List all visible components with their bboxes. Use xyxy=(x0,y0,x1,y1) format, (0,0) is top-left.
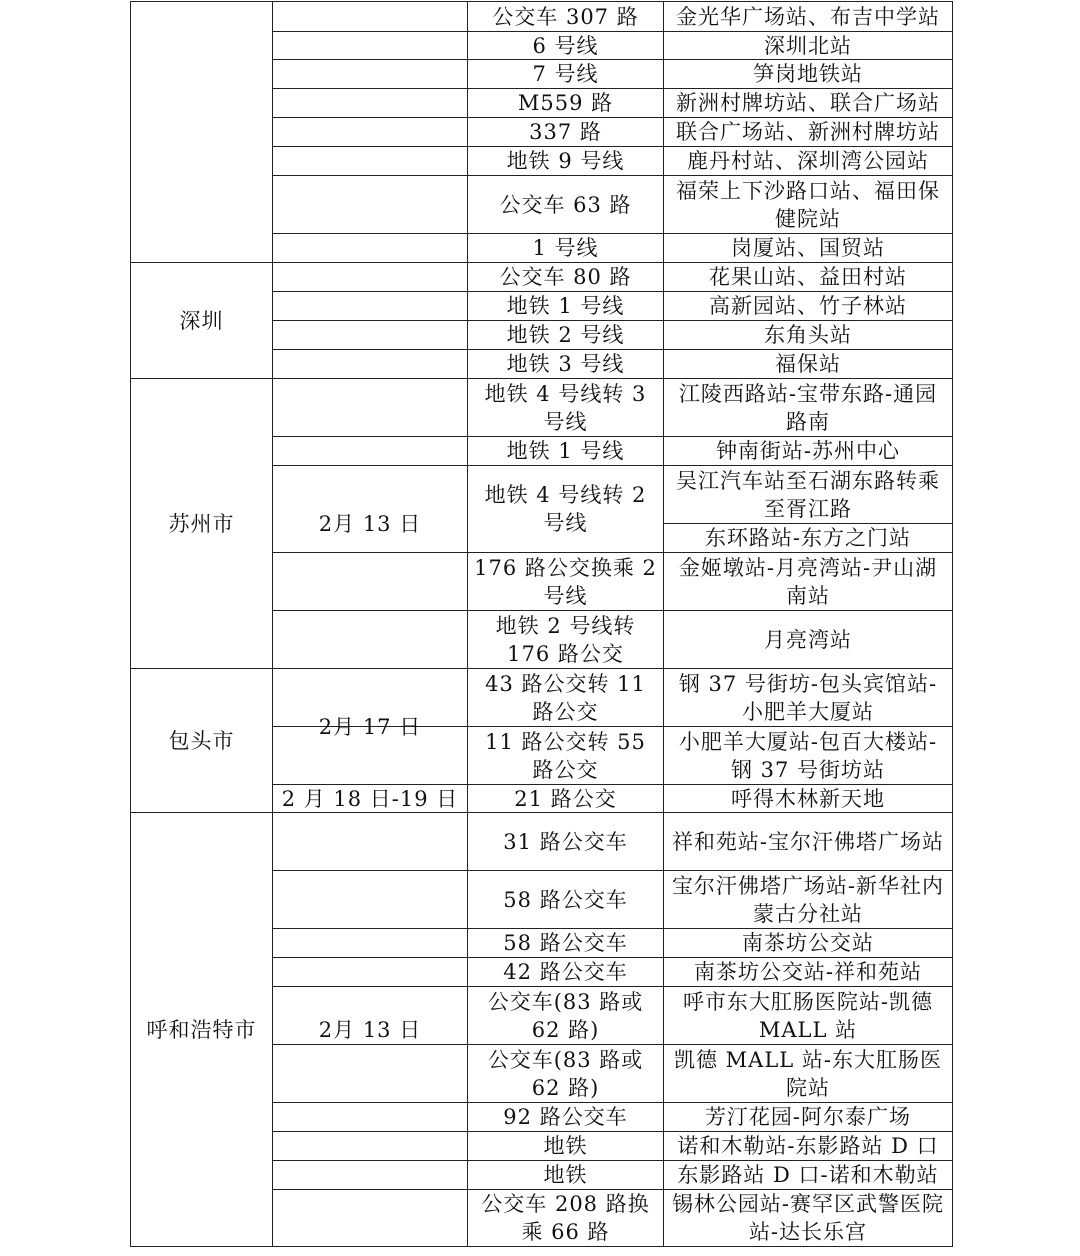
route-cell: 1 号线 xyxy=(532,236,599,260)
stops-cell: 南茶坊公交站 xyxy=(742,931,874,955)
stops-cell: 诺和木勒站-东影路站 D 口 xyxy=(677,1134,939,1158)
route-cell: 31 路公交车 xyxy=(503,829,628,854)
city-cell: 苏州市 xyxy=(168,511,235,536)
route-cell: 地铁 4 号线转 3 号线 xyxy=(484,381,647,434)
stops-cell: 宝尔汗佛塔广场站-新华社内蒙古分社站 xyxy=(671,873,945,926)
stops-cell: 金光华广场站、布吉中学站 xyxy=(676,4,940,29)
stops-cell: 小肥羊大厦站-包百大楼站-钢 37 号街坊站 xyxy=(678,729,938,782)
route-cell: 42 路公交车 xyxy=(503,960,628,984)
stops-cell: 福荣上下沙路口站、福田保健院站 xyxy=(676,178,940,231)
route-cell: 地铁 xyxy=(543,1134,588,1158)
city-cell xyxy=(131,2,272,262)
stops-cell: 呼市东大肛肠医院站-凯德 MALL 站 xyxy=(682,989,934,1042)
date-cell xyxy=(273,263,467,378)
stops-cell: 鹿丹村站、深圳湾公园站 xyxy=(687,149,929,173)
route-cell: M559 路 xyxy=(517,91,614,115)
route-cell: 地铁 9 号线 xyxy=(506,149,625,173)
route-cell: 地铁 1 号线 xyxy=(506,439,625,463)
date-cell xyxy=(273,2,467,262)
stops-cell: 笋岗地铁站 xyxy=(753,62,863,86)
route-cell: 43 路公交转 11 路公交 xyxy=(485,671,646,724)
route-cell: 公交车 208 路换乘 66 路 xyxy=(481,1192,650,1244)
route-cell: 地铁 2 号线转 176 路公交 xyxy=(495,613,636,666)
route-cell: 公交车 307 路 xyxy=(492,4,639,29)
route-cell: 公交车(83 路或 62 路) xyxy=(487,989,644,1042)
route-cell: 92 路公交车 xyxy=(503,1105,628,1129)
city-cell: 包头市 xyxy=(168,728,235,753)
stops-cell: 呼得木林新天地 xyxy=(731,786,885,811)
stops-cell: 江陵西路站-宝带东路-通园路南 xyxy=(678,381,938,434)
stops-cell: 深圳北站 xyxy=(764,33,852,58)
grid-line xyxy=(952,1,953,1247)
stops-cell: 东影路站 D 口-诺和木勒站 xyxy=(677,1163,939,1187)
stops-cell: 花果山站、益田村站 xyxy=(709,265,907,289)
route-cell: 176 路公交换乘 2 号线 xyxy=(474,555,657,608)
route-cell: 7 号线 xyxy=(532,62,599,86)
route-cell: 公交车(83 路或 62 路) xyxy=(487,1047,644,1100)
date-cell: 2 月 18 日-19 日 xyxy=(281,786,459,811)
stops-cell: 锡林公园站-赛罕区武警医院站-达长乐宫 xyxy=(671,1192,945,1244)
route-cell: 58 路公交车 xyxy=(503,931,628,955)
stops-cell: 钟南街站-苏州中心 xyxy=(715,439,901,463)
route-cell: 公交车 63 路 xyxy=(499,192,632,217)
stops-cell: 凯德 MALL 站-东大肛肠医院站 xyxy=(673,1047,942,1100)
route-cell: 6 号线 xyxy=(532,33,599,58)
city-cell: 呼和浩特市 xyxy=(146,1017,257,1042)
route-cell: 公交车 80 路 xyxy=(499,265,632,289)
stops-cell: 月亮湾站 xyxy=(764,627,852,652)
stops-cell: 吴江汽车站至石湖东路转乘至胥江路 xyxy=(676,468,940,521)
route-cell: 地铁 4 号线转 2 号线 xyxy=(484,483,647,535)
city-cell: 深圳 xyxy=(179,308,224,333)
stops-cell: 东角头站 xyxy=(764,323,852,347)
stops-cell: 南茶坊公交站-祥和苑站 xyxy=(693,960,923,984)
route-cell: 地铁 3 号线 xyxy=(506,352,625,376)
route-cell: 11 路公交转 55 路公交 xyxy=(485,729,646,782)
stops-cell: 钢 37 号街坊-包头宾馆站-小肥羊大厦站 xyxy=(678,671,938,724)
route-cell: 地铁 2 号线 xyxy=(506,323,625,347)
grid-line xyxy=(130,1246,953,1247)
stops-cell: 祥和苑站-宝尔汗佛塔广场站 xyxy=(671,829,945,854)
route-cell: 337 路 xyxy=(529,120,602,144)
date-cell: 2月 17 日 xyxy=(318,714,422,739)
route-cell: 21 路公交 xyxy=(514,786,617,811)
stops-cell: 东环路站-东方之门站 xyxy=(704,526,912,550)
stops-cell: 金姬墩站-月亮湾站-尹山湖南站 xyxy=(678,555,938,608)
route-cell: 58 路公交车 xyxy=(503,887,628,912)
stops-cell: 联合广场站、新洲村牌坊站 xyxy=(676,120,940,144)
stops-cell: 新洲村牌坊站、联合广场站 xyxy=(676,91,940,115)
stops-cell: 芳汀花园-阿尔泰广场 xyxy=(704,1105,912,1129)
route-cell: 地铁 1 号线 xyxy=(506,294,625,318)
date-cell: 2月 13 日 xyxy=(318,511,422,536)
stops-cell: 岗厦站、国贸站 xyxy=(731,236,885,260)
stops-cell: 福保站 xyxy=(775,352,841,376)
date-cell: 2月 13 日 xyxy=(318,1017,422,1042)
route-cell: 地铁 xyxy=(543,1163,588,1187)
stops-cell: 高新园站、竹子林站 xyxy=(709,294,907,318)
